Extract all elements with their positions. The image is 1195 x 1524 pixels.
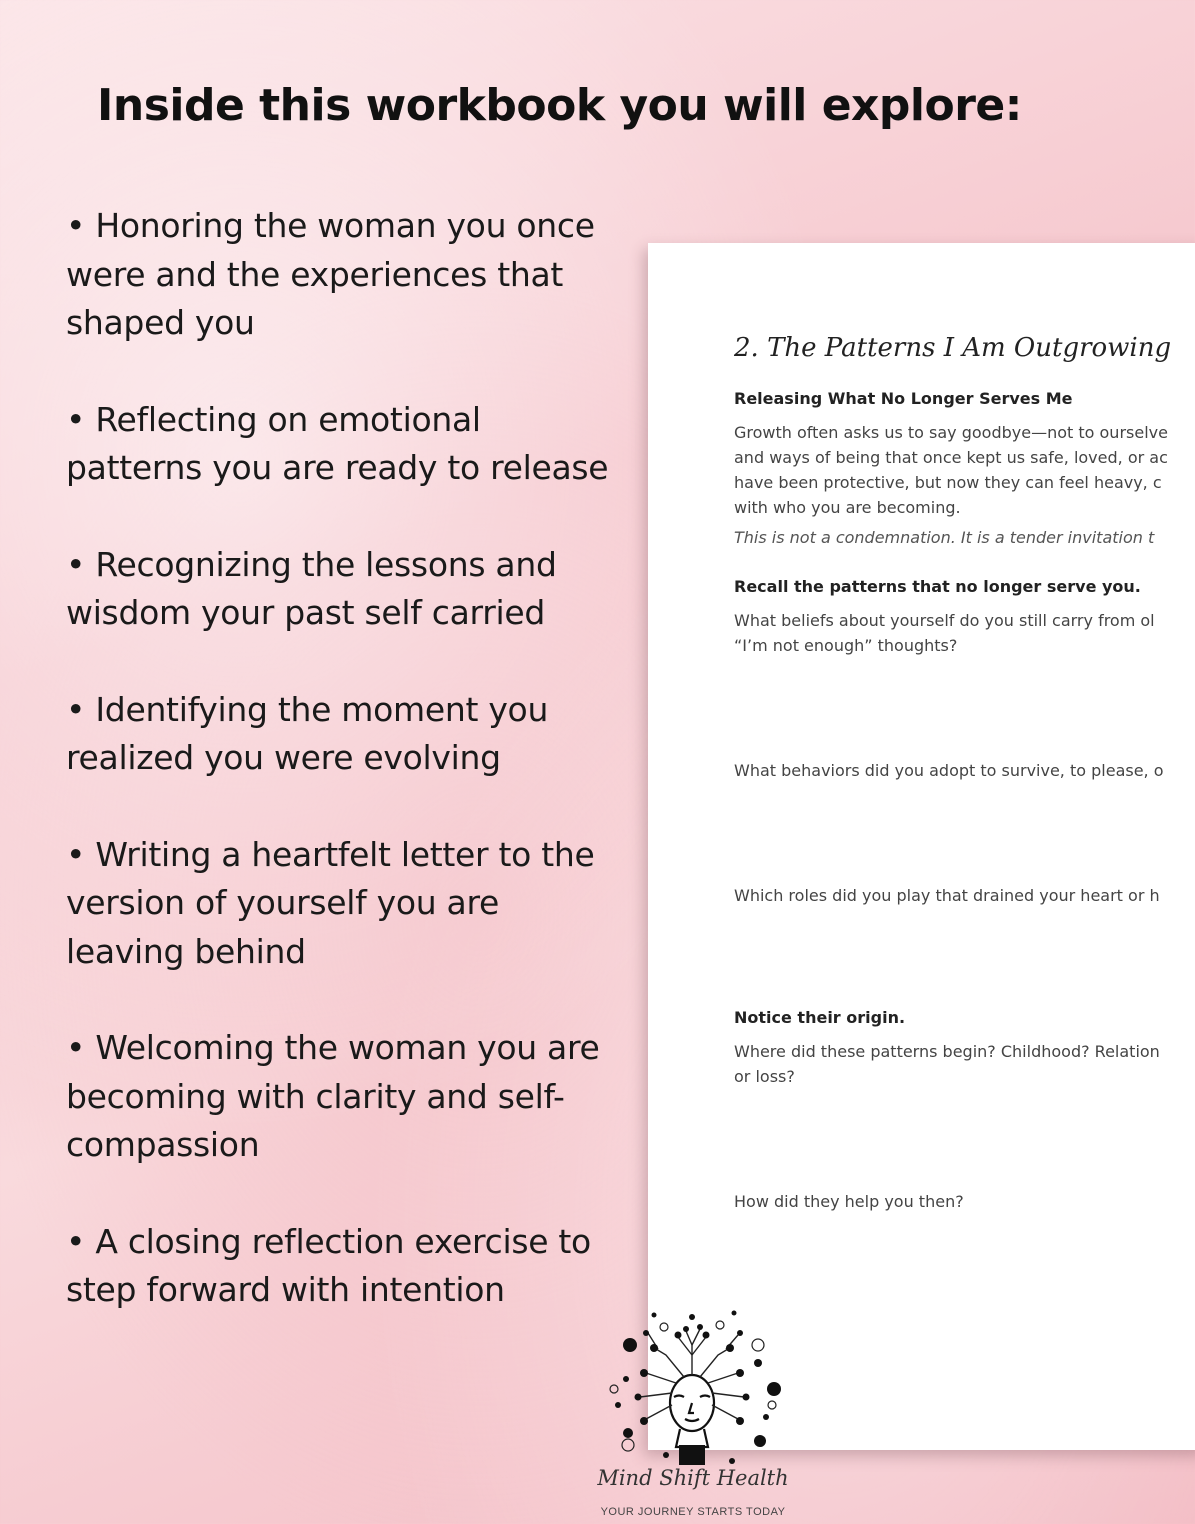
body-line: with who you are becoming. (734, 498, 961, 517)
brand-name: Mind Shift Health (597, 1466, 789, 1490)
question-line: What beliefs about yourself do you still carry from ol (734, 611, 1155, 630)
question-line: or loss? (734, 1067, 795, 1086)
question-line: Which roles did you play that drained your heart or h (734, 886, 1160, 905)
workbook-page-content (734, 333, 1195, 1214)
workbook-page-title: 2. The Patterns I Am Outgrowing (734, 333, 1172, 363)
question-line: Where did these patterns begin? Childhood? Relation (734, 1042, 1160, 1061)
italic-note: This is not a condemnation. It is a tender invitation t (734, 528, 1155, 547)
brand-logo-icon (588, 1305, 798, 1524)
brand-tagline: YOUR JOURNEY STARTS TODAY (600, 1506, 786, 1518)
feature-item: • Identifying the moment you realized you were evolving (66, 686, 626, 783)
feature-item: • Recognizing the lessons and wisdom your past self carried (66, 541, 626, 638)
feature-item: • A closing reflection exercise to step forward with intention (66, 1218, 626, 1315)
section-heading: Releasing What No Longer Serves Me (734, 389, 1073, 408)
question-line: How did they help you then? (734, 1192, 964, 1211)
question-line: “I’m not enough” thoughts? (734, 636, 958, 655)
feature-item: • Reflecting on emotional patterns you are ready to release (66, 396, 626, 493)
feature-list (66, 202, 626, 1363)
section-heading: Notice their origin. (734, 1008, 906, 1027)
body-line: have been protective, but now they can feel heavy, c (734, 473, 1162, 492)
workbook-page-preview (648, 243, 1195, 1450)
body-line: Growth often asks us to say goodbye—not to ourselve (734, 423, 1168, 442)
feature-item: • Honoring the woman you once were and the experiences that shaped you (66, 202, 626, 348)
feature-item: • Welcoming the woman you are becoming with clarity and self-compassion (66, 1024, 626, 1170)
body-line: and ways of being that once kept us safe, loved, or ac (734, 448, 1168, 467)
question-line: What behaviors did you adopt to survive, to please, o (734, 761, 1164, 780)
section-heading: Recall the patterns that no longer serve you. (734, 577, 1141, 596)
feature-item: • Writing a heartfelt letter to the version of yourself you are leaving behind (66, 831, 626, 977)
page-headline: Inside this workbook you will explore: (97, 80, 1022, 131)
